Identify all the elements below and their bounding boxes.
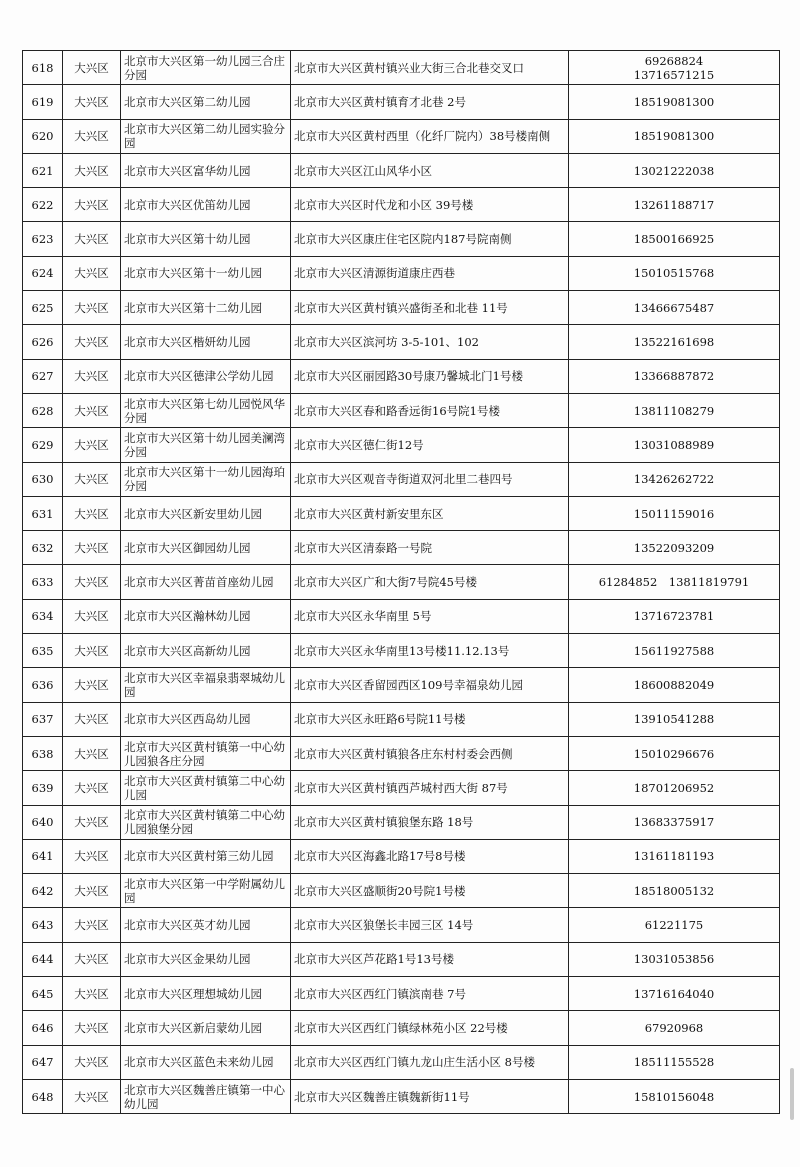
table-row (23, 85, 780, 119)
row-number: 635 (23, 634, 63, 668)
phone-cell (569, 565, 780, 599)
phone-cell (569, 874, 780, 908)
address-cell: 北京市大兴区狼堡长丰园三区 14号 (291, 908, 569, 942)
table-row (23, 1079, 780, 1113)
phone-number: 61221175 (644, 918, 704, 933)
phone-cell (569, 325, 780, 359)
table-row (23, 428, 780, 462)
row-number: 621 (23, 153, 63, 187)
phone-cell (569, 119, 780, 153)
kindergarten-name-cell: 北京市大兴区第七幼儿园悦风华分园 (121, 393, 291, 427)
row-number: 643 (23, 908, 63, 942)
address-cell: 北京市大兴区盛顺街20号院1号楼 (291, 874, 569, 908)
table-row (23, 359, 780, 393)
kindergarten-name-cell: 北京市大兴区第十一幼儿园 (121, 256, 291, 290)
phone-number: 13716723781 (633, 609, 715, 624)
phone-number: 13811108279 (633, 403, 715, 418)
phone-cell (569, 291, 780, 325)
row-number: 626 (23, 325, 63, 359)
address-cell: 北京市大兴区康庄住宅区院内187号院南侧 (291, 222, 569, 256)
district-cell: 大兴区 (63, 771, 121, 805)
address-cell: 北京市大兴区永华南里13号楼11.12.13号 (291, 634, 569, 668)
row-number: 639 (23, 771, 63, 805)
kindergarten-name-cell: 北京市大兴区第二幼儿园实验分园 (121, 119, 291, 153)
address-cell: 北京市大兴区丽园路30号康乃馨城北门1号楼 (291, 359, 569, 393)
phone-cell (569, 771, 780, 805)
district-cell: 大兴区 (63, 119, 121, 153)
kindergarten-name-cell: 北京市大兴区金果幼儿园 (121, 942, 291, 976)
kindergarten-name-cell: 北京市大兴区御园幼儿园 (121, 531, 291, 565)
address-cell: 北京市大兴区江山风华小区 (291, 153, 569, 187)
kindergarten-name-cell: 北京市大兴区新安里幼儿园 (121, 496, 291, 530)
phone-cell (569, 188, 780, 222)
phone-number: 15810156048 (633, 1089, 715, 1104)
row-number: 623 (23, 222, 63, 256)
phone-number: 18519081300 (633, 94, 715, 109)
kindergarten-name-cell: 北京市大兴区黄村镇第二中心幼儿园 (121, 771, 291, 805)
row-number: 641 (23, 839, 63, 873)
kindergarten-name-cell: 北京市大兴区第十幼儿园 (121, 222, 291, 256)
phone-number: 13522161698 (633, 335, 715, 350)
table-row (23, 771, 780, 805)
table-row (23, 51, 780, 85)
row-number: 629 (23, 428, 63, 462)
phone-cell (569, 634, 780, 668)
phone-number: 18518005132 (633, 883, 715, 898)
phone-number: 15611927588 (633, 643, 715, 658)
kindergarten-name-cell: 北京市大兴区楷妍幼儿园 (121, 325, 291, 359)
address-cell: 北京市大兴区黄村镇育才北巷 2号 (291, 85, 569, 119)
phone-number: 13910541288 (633, 712, 715, 727)
address-cell: 北京市大兴区永旺路6号院11号楼 (291, 702, 569, 736)
address-cell: 北京市大兴区海鑫北路17号8号楼 (291, 839, 569, 873)
kindergarten-name-cell: 北京市大兴区高新幼儿园 (121, 634, 291, 668)
table-row (23, 736, 780, 770)
district-cell: 大兴区 (63, 805, 121, 839)
phone-number: 13366887872 (633, 369, 715, 384)
address-cell: 北京市大兴区清源街道康庄西巷 (291, 256, 569, 290)
row-number: 638 (23, 736, 63, 770)
phone-cell (569, 428, 780, 462)
district-cell: 大兴区 (63, 85, 121, 119)
kindergarten-name-cell: 北京市大兴区黄村镇第一中心幼儿园狼各庄分园 (121, 736, 291, 770)
row-number: 628 (23, 393, 63, 427)
phone-number: 18701206952 (633, 780, 715, 795)
table-row (23, 325, 780, 359)
table-row (23, 119, 780, 153)
phone-cell (569, 702, 780, 736)
address-cell: 北京市大兴区黄村镇西芦城村西大街 87号 (291, 771, 569, 805)
phone-cell (569, 599, 780, 633)
row-number: 630 (23, 462, 63, 496)
district-cell: 大兴区 (63, 1045, 121, 1079)
kindergarten-name-cell: 北京市大兴区第十幼儿园美澜湾分园 (121, 428, 291, 462)
phone-number: 15011159016 (633, 506, 715, 521)
table-body (23, 51, 780, 1114)
address-cell: 北京市大兴区黄村西里（化纤厂院内）38号楼南侧 (291, 119, 569, 153)
kindergarten-name-cell: 北京市大兴区西岛幼儿园 (121, 702, 291, 736)
address-cell: 北京市大兴区黄村镇兴盛街圣和北巷 11号 (291, 291, 569, 325)
phone-number: 13031088989 (633, 437, 715, 452)
phone-cell (569, 1079, 780, 1113)
kindergarten-name-cell: 北京市大兴区第一中学附属幼儿园 (121, 874, 291, 908)
address-cell: 北京市大兴区永华南里 5号 (291, 599, 569, 633)
table-row (23, 977, 780, 1011)
table-row (23, 668, 780, 702)
row-number: 631 (23, 496, 63, 530)
phone-number: 13522093209 (633, 540, 715, 555)
row-number: 637 (23, 702, 63, 736)
row-number: 622 (23, 188, 63, 222)
phone-cell (569, 736, 780, 770)
district-cell: 大兴区 (63, 1011, 121, 1045)
scrollbar-thumb[interactable] (790, 1068, 794, 1120)
phone-cell (569, 839, 780, 873)
row-number: 640 (23, 805, 63, 839)
address-cell: 北京市大兴区香留园西区109号幸福泉幼儿园 (291, 668, 569, 702)
phone-number: 13716164040 (633, 986, 715, 1001)
kindergarten-name-cell: 北京市大兴区菁苗首座幼儿园 (121, 565, 291, 599)
row-number: 642 (23, 874, 63, 908)
phone-cell (569, 496, 780, 530)
kindergarten-name-cell: 北京市大兴区幸福泉翡翠城幼儿园 (121, 668, 291, 702)
district-cell: 大兴区 (63, 291, 121, 325)
table-row (23, 496, 780, 530)
phone-number: 18511155528 (633, 1055, 715, 1070)
phone-cell (569, 805, 780, 839)
kindergarten-name-cell: 北京市大兴区第二幼儿园 (121, 85, 291, 119)
phone-cell (569, 942, 780, 976)
phone-number: 18600882049 (633, 677, 715, 692)
kindergarten-name-cell: 北京市大兴区魏善庄镇第一中心幼儿园 (121, 1079, 291, 1113)
row-number: 627 (23, 359, 63, 393)
table-row (23, 462, 780, 496)
table-row (23, 531, 780, 565)
district-cell: 大兴区 (63, 599, 121, 633)
row-number: 636 (23, 668, 63, 702)
row-number: 644 (23, 942, 63, 976)
phone-cell (569, 51, 780, 85)
phone-cell (569, 393, 780, 427)
address-cell: 北京市大兴区广和大街7号院45号楼 (291, 565, 569, 599)
district-cell: 大兴区 (63, 839, 121, 873)
table-row (23, 1045, 780, 1079)
address-cell: 北京市大兴区黄村新安里东区 (291, 496, 569, 530)
row-number: 645 (23, 977, 63, 1011)
district-cell: 大兴区 (63, 325, 121, 359)
kindergarten-name-cell: 北京市大兴区英才幼儿园 (121, 908, 291, 942)
table-row (23, 222, 780, 256)
address-cell: 北京市大兴区西红门镇绿林苑小区 22号楼 (291, 1011, 569, 1045)
table-row (23, 188, 780, 222)
kindergarten-name-cell: 北京市大兴区第十二幼儿园 (121, 291, 291, 325)
district-cell: 大兴区 (63, 462, 121, 496)
table-row (23, 393, 780, 427)
kindergarten-name-cell: 北京市大兴区理想城幼儿园 (121, 977, 291, 1011)
address-cell: 北京市大兴区时代龙和小区 39号楼 (291, 188, 569, 222)
table-row (23, 565, 780, 599)
address-cell: 北京市大兴区黄村镇狼各庄东村村委会西侧 (291, 736, 569, 770)
phone-number: 13031053856 (633, 952, 715, 967)
phone-cell (569, 462, 780, 496)
table-row (23, 942, 780, 976)
table-row (23, 599, 780, 633)
phone-number: 13021222038 (633, 163, 715, 178)
phone-number: 13261188717 (633, 197, 715, 212)
district-cell: 大兴区 (63, 428, 121, 462)
district-cell: 大兴区 (63, 634, 121, 668)
phone-cell (569, 256, 780, 290)
phone-cell (569, 977, 780, 1011)
table-row (23, 839, 780, 873)
phone-number: 13426262722 (633, 472, 715, 487)
kindergarten-name-cell: 北京市大兴区第十一幼儿园海珀分园 (121, 462, 291, 496)
district-cell: 大兴区 (63, 977, 121, 1011)
phone-cell (569, 153, 780, 187)
district-cell: 大兴区 (63, 188, 121, 222)
district-cell: 大兴区 (63, 1079, 121, 1113)
table-row (23, 908, 780, 942)
kindergarten-name-cell: 北京市大兴区黄村镇第二中心幼儿园狼堡分园 (121, 805, 291, 839)
address-cell: 北京市大兴区德仁街12号 (291, 428, 569, 462)
row-number: 648 (23, 1079, 63, 1113)
table-row (23, 634, 780, 668)
row-number: 619 (23, 85, 63, 119)
district-cell: 大兴区 (63, 256, 121, 290)
phone-number: 13466675487 (633, 300, 715, 315)
district-cell: 大兴区 (63, 359, 121, 393)
row-number: 647 (23, 1045, 63, 1079)
address-cell: 北京市大兴区滨河坊 3-5-101、102 (291, 325, 569, 359)
address-cell: 北京市大兴区观音寺街道双河北里二巷四号 (291, 462, 569, 496)
district-cell: 大兴区 (63, 393, 121, 427)
table-row (23, 874, 780, 908)
district-cell: 大兴区 (63, 668, 121, 702)
district-cell: 大兴区 (63, 222, 121, 256)
address-cell: 北京市大兴区魏善庄镇魏新街11号 (291, 1079, 569, 1113)
kindergarten-name-cell: 北京市大兴区优笛幼儿园 (121, 188, 291, 222)
district-cell: 大兴区 (63, 736, 121, 770)
row-number: 618 (23, 51, 63, 85)
kindergarten-name-cell: 北京市大兴区蓝色未来幼儿园 (121, 1045, 291, 1079)
phone-number: 15010515768 (633, 266, 715, 281)
phone-number: 61284852 13811819791 (598, 575, 750, 590)
phone-cell (569, 1045, 780, 1079)
address-cell: 北京市大兴区西红门镇九龙山庄生活小区 8号楼 (291, 1045, 569, 1079)
phone-number: 13161181193 (633, 849, 715, 864)
kindergarten-name-cell: 北京市大兴区德津公学幼儿园 (121, 359, 291, 393)
phone-cell (569, 1011, 780, 1045)
kindergarten-table (22, 50, 780, 1114)
row-number: 633 (23, 565, 63, 599)
district-cell: 大兴区 (63, 702, 121, 736)
table-row (23, 702, 780, 736)
phone-number: 13683375917 (633, 815, 715, 830)
row-number: 634 (23, 599, 63, 633)
district-cell: 大兴区 (63, 51, 121, 85)
district-cell: 大兴区 (63, 565, 121, 599)
district-cell: 大兴区 (63, 496, 121, 530)
table-row (23, 256, 780, 290)
phone-number: 18519081300 (633, 129, 715, 144)
kindergarten-name-cell: 北京市大兴区瀚林幼儿园 (121, 599, 291, 633)
row-number: 646 (23, 1011, 63, 1045)
address-cell: 北京市大兴区西红门镇滨南巷 7号 (291, 977, 569, 1011)
phone-number: 13716571215 (633, 67, 715, 82)
district-cell: 大兴区 (63, 874, 121, 908)
district-cell: 大兴区 (63, 908, 121, 942)
address-cell: 北京市大兴区黄村镇兴业大街三合北巷交叉口 (291, 51, 569, 85)
table-row (23, 153, 780, 187)
phone-cell (569, 359, 780, 393)
address-cell: 北京市大兴区黄村镇狼堡东路 18号 (291, 805, 569, 839)
phone-cell (569, 668, 780, 702)
row-number: 620 (23, 119, 63, 153)
phone-cell (569, 531, 780, 565)
row-number: 632 (23, 531, 63, 565)
phone-number: 15010296676 (633, 746, 715, 761)
address-cell: 北京市大兴区清泰路一号院 (291, 531, 569, 565)
phone-cell (569, 85, 780, 119)
address-cell: 北京市大兴区春和路香远街16号院1号楼 (291, 393, 569, 427)
kindergarten-name-cell: 北京市大兴区新启蒙幼儿园 (121, 1011, 291, 1045)
kindergarten-name-cell: 北京市大兴区富华幼儿园 (121, 153, 291, 187)
table-row (23, 1011, 780, 1045)
kindergarten-name-cell: 北京市大兴区第一幼儿园三合庄分园 (121, 51, 291, 85)
phone-cell (569, 908, 780, 942)
district-cell: 大兴区 (63, 531, 121, 565)
district-cell: 大兴区 (63, 942, 121, 976)
table-row (23, 291, 780, 325)
row-number: 625 (23, 291, 63, 325)
table-row (23, 805, 780, 839)
district-cell: 大兴区 (63, 153, 121, 187)
phone-cell (569, 222, 780, 256)
kindergarten-name-cell: 北京市大兴区黄村第三幼儿园 (121, 839, 291, 873)
phone-number: 69268824 (644, 53, 704, 68)
phone-number: 67920968 (644, 1020, 704, 1035)
phone-number: 18500166925 (633, 232, 715, 247)
row-number: 624 (23, 256, 63, 290)
address-cell: 北京市大兴区芦花路1号13号楼 (291, 942, 569, 976)
